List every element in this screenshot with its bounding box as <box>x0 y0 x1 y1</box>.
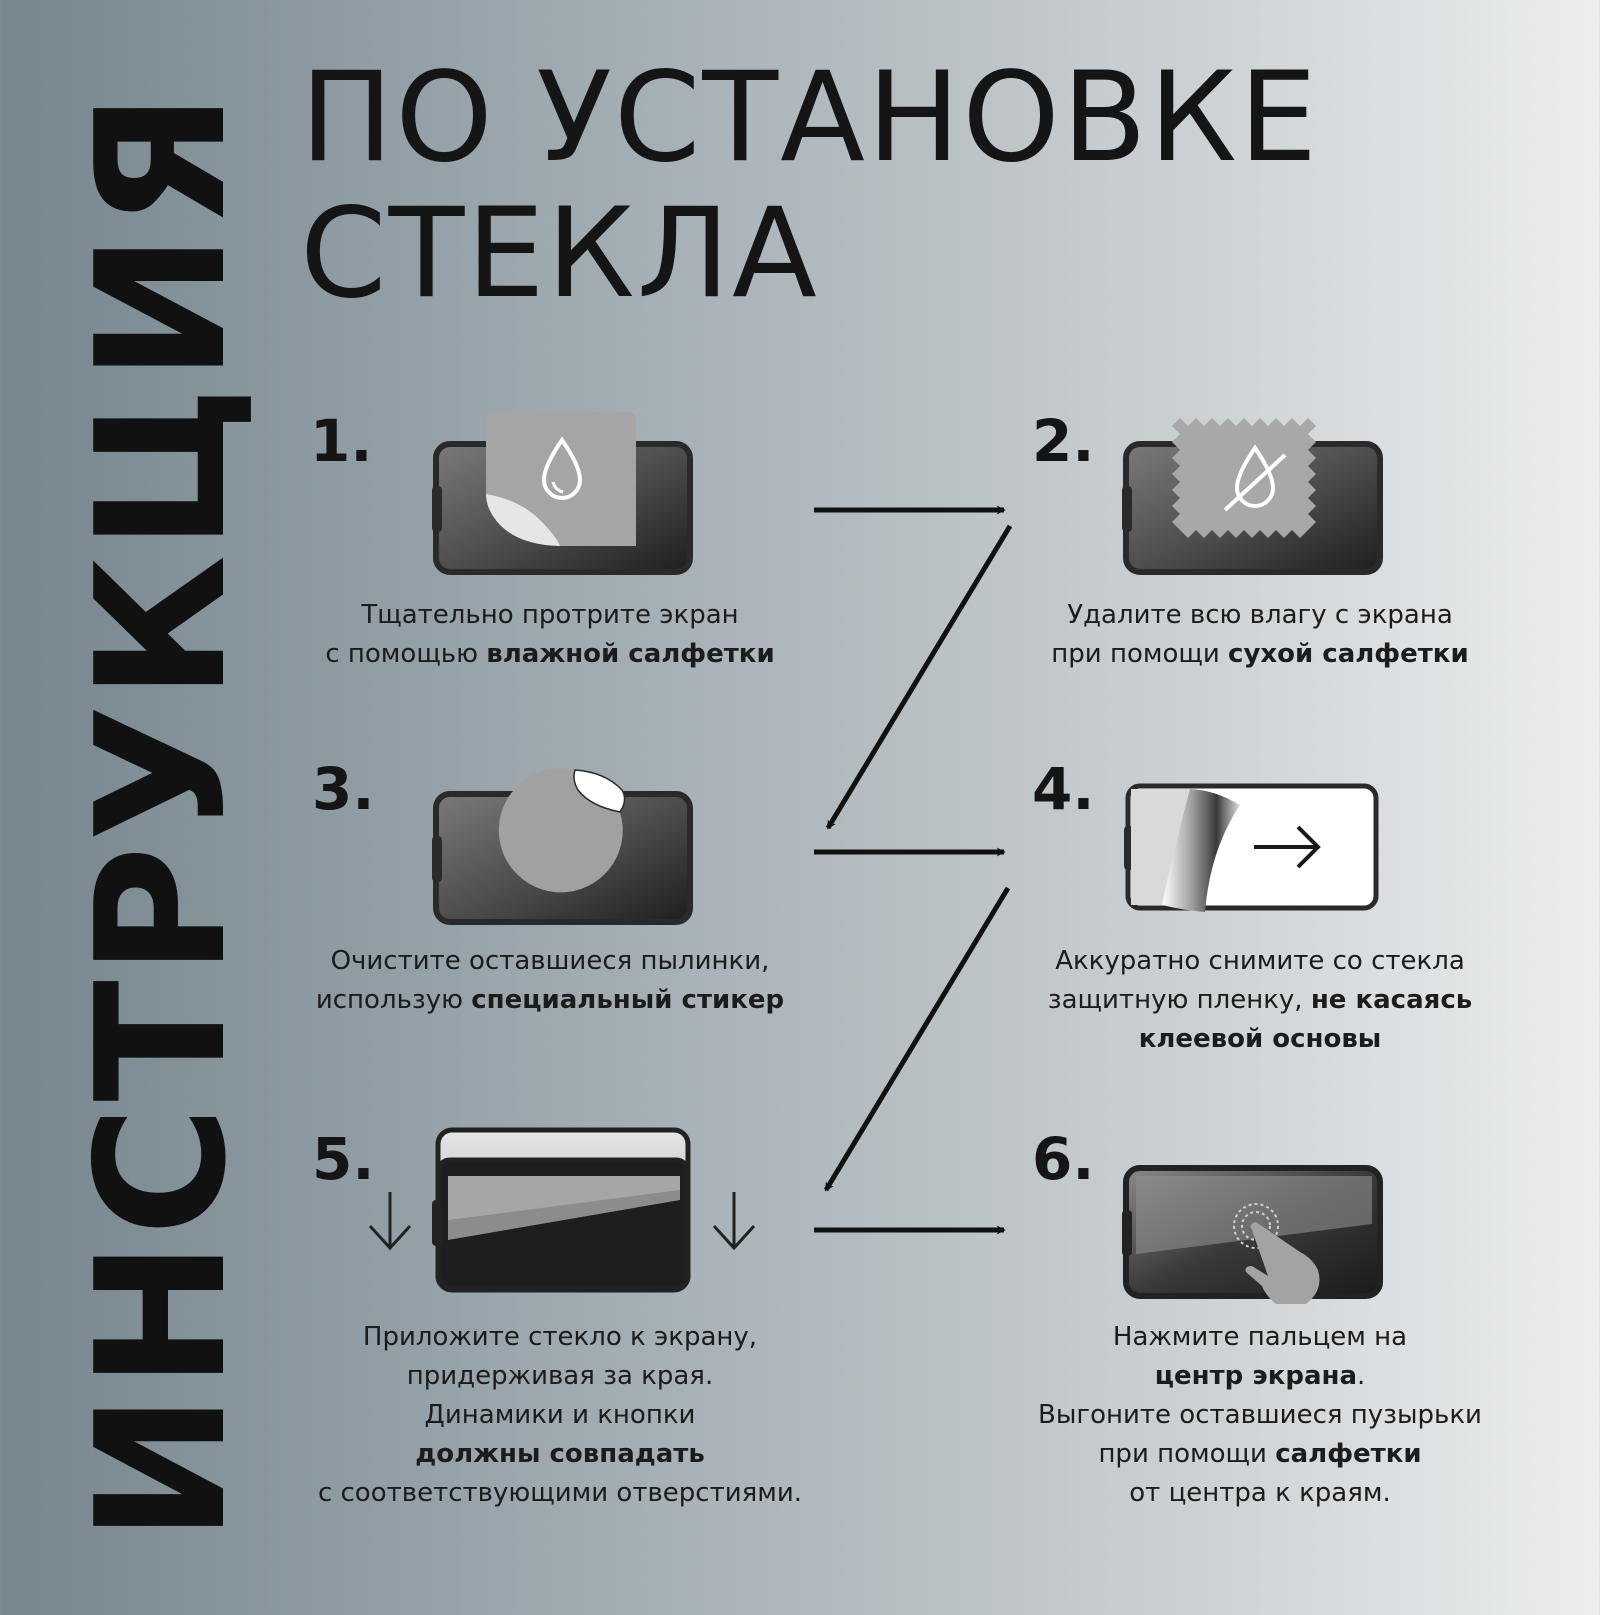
step-3-caption-line-1: Очистите оставшиеся пылинки, <box>330 946 770 976</box>
step-5-caption <box>280 1318 840 1513</box>
step-3-caption-line-2: использую <box>315 985 472 1015</box>
step-6-caption-line-4: при помощи <box>1098 1439 1276 1469</box>
step-3-number: 3. <box>312 755 375 823</box>
step-6-caption <box>990 1318 1530 1513</box>
step-6-caption-emphasis-2: салфетки <box>1275 1439 1422 1469</box>
flow-arrows <box>814 510 1010 1230</box>
step-4-caption-emphasis-2: клеевой основы <box>1138 1024 1382 1054</box>
step-3-caption <box>280 942 820 1020</box>
step-6-caption-period: . <box>1357 1361 1366 1391</box>
step-6-caption-line-1: Нажмите пальцем на <box>1112 1322 1408 1352</box>
step-4-caption-line-1: Аккуратно снимите со стекла <box>1055 946 1465 976</box>
step-5-caption-line-3: Динамики и кнопки <box>424 1400 696 1430</box>
step-5-caption-line-2: придерживая за края. <box>406 1361 714 1391</box>
step-1-number: 1. <box>310 407 373 475</box>
step-3-caption-emphasis: специальный стикер <box>471 985 785 1015</box>
step-4-illustration <box>1124 786 1376 912</box>
step-6-number: 6. <box>1032 1125 1095 1193</box>
step-4-caption <box>990 942 1530 1059</box>
step-5-caption-line-1: Приложите стекло к экрану, <box>362 1322 758 1352</box>
step-2-caption-line-2: при помощи <box>1051 639 1229 669</box>
step-1-caption-emphasis: влажной салфетки <box>486 639 775 669</box>
step-4-caption-line-2: защитную пленку, <box>1047 985 1311 1015</box>
step-5-caption-emphasis: должны совпадать <box>415 1439 705 1469</box>
step-2-number: 2. <box>1032 407 1095 475</box>
step-5-caption-line-5: с соответствующими отверстиями. <box>317 1478 803 1508</box>
step-5-illustration <box>370 1130 754 1290</box>
step-2-caption-emphasis: сухой салфетки <box>1228 639 1469 669</box>
step-6-caption-line-5: от центра к краям. <box>1129 1478 1391 1508</box>
step-6-illustration <box>1122 1168 1380 1304</box>
arrow-4-to-5 <box>826 888 1008 1190</box>
vertical-title: ИНСТРУКЦИЯ <box>58 87 265 1543</box>
step-1-caption-line-2: с помощью <box>325 639 487 669</box>
page-title-line-2: СТЕКЛА <box>300 182 819 326</box>
step-6-caption-line-3: Выгоните оставшиеся пузырьки <box>1038 1400 1482 1430</box>
step-4-caption-emphasis-1: не касаясь <box>1310 985 1473 1015</box>
arrow-2-to-3 <box>828 526 1010 828</box>
step-2-illustration <box>1122 418 1380 572</box>
step-1-caption-line-1: Тщательно протрите экран <box>361 600 739 630</box>
step-4-number: 4. <box>1032 755 1095 823</box>
step-1-illustration <box>432 412 690 572</box>
step-6-caption-emphasis-1: центр экрана <box>1154 1361 1358 1391</box>
step-5-number: 5. <box>312 1125 375 1193</box>
step-1-caption <box>280 596 820 674</box>
wet-wipe-drop-icon <box>486 412 636 546</box>
step-3-illustration <box>432 768 690 922</box>
step-2-caption-line-1: Удалите всю влагу с экрана <box>1067 600 1453 630</box>
page-title-line-1: ПО УСТАНОВКЕ <box>300 46 1320 190</box>
step-2-caption <box>990 596 1530 674</box>
dry-cloth-no-drop-icon <box>1172 418 1316 538</box>
